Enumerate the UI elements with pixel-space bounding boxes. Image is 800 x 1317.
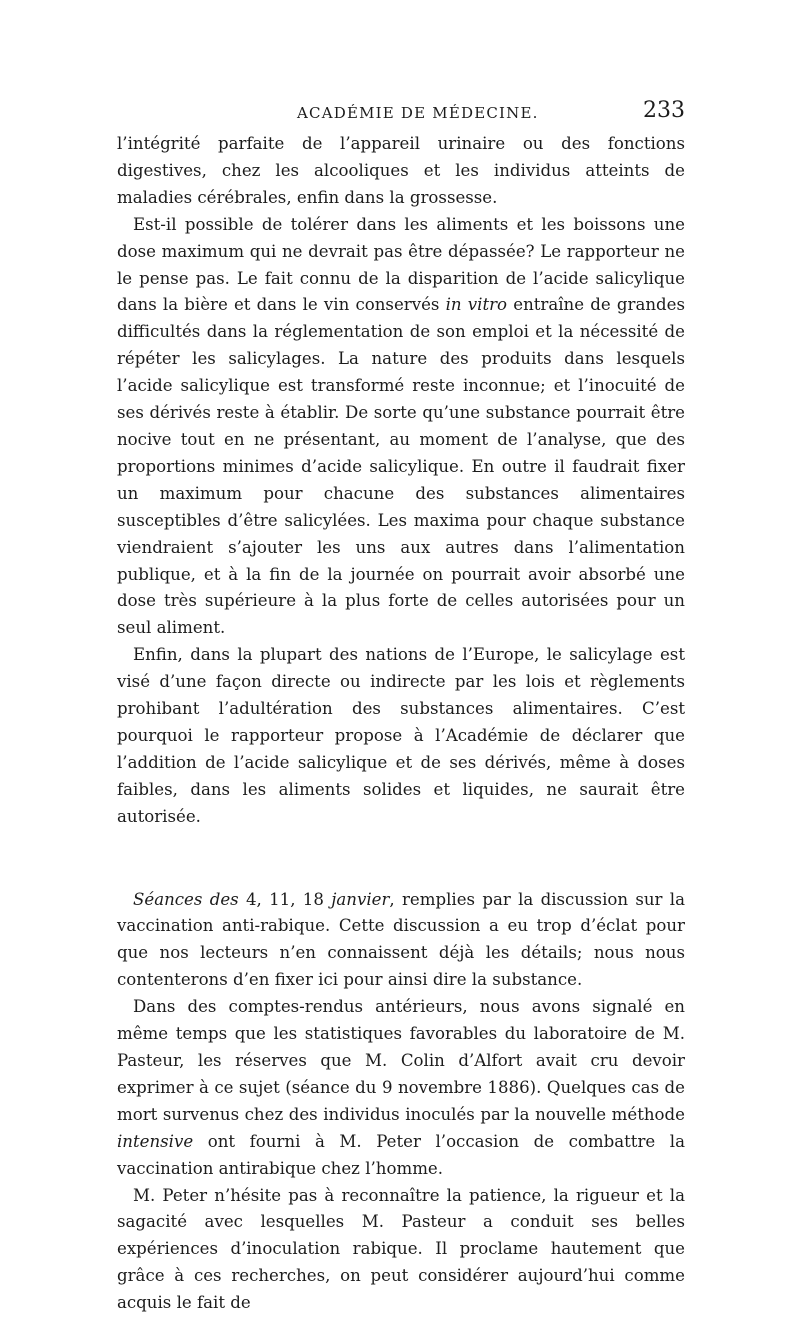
page-number: 233 (643, 98, 685, 123)
italic-in-vitro: in vitro (445, 295, 508, 315)
paragraph-5-part-b: ont fourni à M. Peter l’occasion de combattre la vaccination antirabique chez l’homme. (117, 1131, 685, 1178)
italic-intensive: intensive (117, 1131, 194, 1151)
italic-seances-des: Séances des (133, 889, 239, 909)
paragraph-3: Enfin, dans la plupart des nations de l’Europe, le salicylage est visé d’une façon directe ou indirecte par les lois et règlements prohibant l’adultération des substances alimentaires. C’est pourquoi le rapporteur propose à l’Académie de déclarer que l’addition de l’acide salicylique et de ses dérivés, même à doses faibles, dans les aliments solides et liquides, ne saurait être autorisée. (117, 645, 685, 826)
body-text (117, 131, 685, 1317)
paragraph-1: l’intégrité parfaite de l’appareil urinaire ou des fonctions digestives, chez les alcooliques et les individus atteints de maladies cérébrales, enfin dans la grossesse. (117, 134, 685, 207)
paragraph-2 (117, 212, 685, 643)
session-dates: 4, 11, 18 (238, 889, 332, 909)
paragraph-4-rest: , remplies par la discussion sur la vaccination anti-rabique. Cette discussion a eu trop d’éclat pour que nos lecteurs n’en connaissent déjà les détails; nous nous contenterons d’en fixer ici pour ainsi dire la substance. (117, 889, 685, 990)
page-header (117, 98, 685, 128)
paragraph-5 (117, 994, 685, 1182)
paragraph-4 (117, 887, 685, 995)
section-break (117, 831, 685, 887)
paragraph-6: M. Peter n’hésite pas à reconnaître la patience, la rigueur et la sagacité avec lesquelles M. Pasteur a conduit ses belles expériences d’inoculation rabique. Il proclame hautement que grâce à ces recherches, on peut considérer aujourd’hui comme acquis le fait de (117, 1185, 685, 1313)
running-head: ACADÉMIE DE MÉDECINE. (297, 104, 539, 122)
italic-janvier: janvier (331, 889, 390, 909)
paragraph-5-part-a: Dans des comptes-rendus antérieurs, nous avons signalé en même temps que les statistiques favorables du laboratoire de M. Pasteur, les réserves que M. Colin d’Alfort avait cru devoir exprimer à ce sujet (séance du 9 novembre 1886). Quelques cas de mort survenus chez des individus inoculés par la nouvelle méthode (117, 997, 685, 1124)
paragraph-2-part-b: entraîne de grandes difficultés dans la réglementation de son emploi et la nécessité de répéter les salicylages. La nature des produits dans lesquels l’acide salicylique est transformé reste inconnue; et l’inocuité de ses dérivés reste à établir. De sorte qu’une substance pourrait être nocive tout en ne présentant, au moment de l’analyse, que des proportions minimes d’acide salicylique. En outre il faudrait fixer un maximum pour chacune des substances alimentaires susceptibles d’être salicylées. Les maxima pour chaque substance viendraient s’ajouter les uns aux autres dans l’alimentation publique, et à la fin de la journée on pourrait avoir absorbé une dose très supérieure à la plus forte de celles autorisées pour un seul aliment. (117, 295, 685, 638)
paragraph-2-part-a: Est-il possible de tolérer dans les aliments et les boissons une dose maximum qui ne devrait pas être dépassée? Le rapporteur ne le pense pas. Le fait connu de la disparition de l’acide salicylique dans la bière et dans le vin conservés (117, 214, 685, 315)
